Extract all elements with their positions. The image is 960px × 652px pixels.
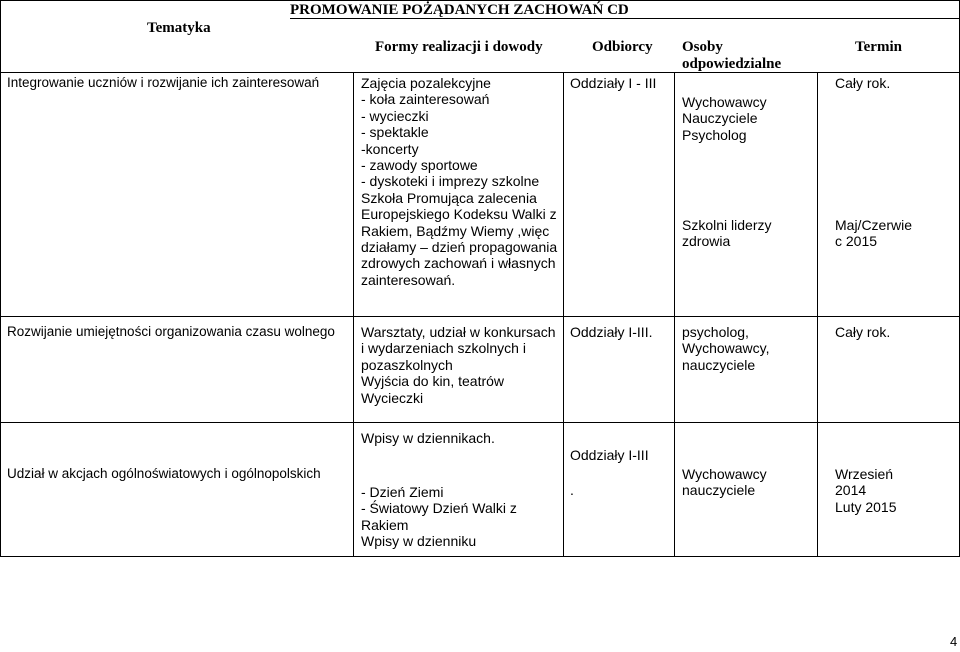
list-item: i wydarzeniach szkolnych i [361,340,526,357]
row2-persons [682,324,770,373]
list-item: Wpisy w dzienniku [361,533,477,550]
list-item: - Światowy Dzień Walki z [361,500,517,517]
list-item: Warsztaty, udział w konkursach [361,324,556,340]
list-item: 2014 [835,482,867,499]
list-item: pozaszkolnych [361,356,453,373]
list-item: Europejskiego Kodeksu Walki z [361,206,557,223]
list-item: Wychowawcy [682,94,767,110]
header-osoby: Osoby [682,39,723,55]
row2-topic: Rozwijanie umiejętności organizowania czasu wolnego [7,324,335,339]
list-item: Wychowawcy [682,466,767,482]
header-osoby-2: odpowiedzialne [682,56,782,72]
page-title: PROMOWANIE POŻĄDANYCH ZACHOWAŃ CD [290,2,629,18]
list-item: Wychowawcy, [682,340,770,357]
list-item: Rakiem [361,516,409,533]
row1-persons-leaders [682,217,771,250]
row3-recipients-dot: . [570,482,574,498]
list-item: działamy – dzień propagowania [361,239,558,256]
list-item: Wyjścia do kin, teatrów [361,373,505,390]
row3-forms-top: Wpisy w dziennikach. [361,430,495,446]
list-item: zdrowia [682,233,731,250]
list-item: Szkoła Promująca zalecenia [361,189,537,206]
list-item: Wrzesień [835,466,894,482]
row1-forms [361,75,557,288]
row2-recipients: Oddziały I-III. [570,324,653,340]
row3-recipients: Oddziały I-III [570,447,649,463]
list-item: Luty 2015 [835,498,897,515]
header-tematyka: Tematyka [147,20,211,36]
list-item: Szkolni liderzy [682,217,772,233]
row1-topic: Integrowanie uczniów i rozwijanie ich zainteresowań [7,75,320,90]
page-number: 4 [950,634,958,649]
header-odbiorcy: Odbiorcy [592,39,653,55]
row1-term: Cały rok. [835,75,891,91]
row1-recipients: Oddziały I - III [570,75,657,91]
row3-term [835,466,897,515]
row1-persons [682,94,767,143]
list-item: psycholog, [682,324,749,340]
list-item: - Dzień Ziemi [361,484,444,500]
row2-forms [361,324,556,406]
list-item: - spektakle [361,124,429,141]
list-item: nauczyciele [682,482,756,499]
list-item: - wycieczki [361,107,429,124]
list-item: -koncerty [361,140,419,157]
list-item: Rakiem, Bądźmy Wiemy ,więc [361,222,550,239]
row3-persons [682,466,767,499]
list-item: Zajęcia pozalekcyjne [361,75,491,91]
header-formy: Formy realizacji i dowody [375,39,543,55]
row3-topic: Udział w akcjach ogólnoświatowych i ogólnopolskich [7,466,321,481]
list-item: - dyskoteki i imprezy szkolne [361,173,540,190]
list-item: - koła zainteresowań [361,91,490,108]
list-item: Nauczyciele [682,110,758,127]
list-item: Psycholog [682,126,747,143]
list-item: nauczyciele [682,356,756,373]
row3-forms [361,484,517,550]
list-item: zainteresowań. [361,271,456,288]
row1-term-b [835,217,912,250]
list-item: Wycieczki [361,389,424,406]
list-item: - zawody sportowe [361,157,478,174]
list-item: c 2015 [835,233,878,250]
row2-term: Cały rok. [835,324,891,340]
header-termin: Termin [855,39,902,55]
list-item: zdrowych zachowań i własnych [361,255,556,272]
list-item: Maj/Czerwie [835,217,913,233]
